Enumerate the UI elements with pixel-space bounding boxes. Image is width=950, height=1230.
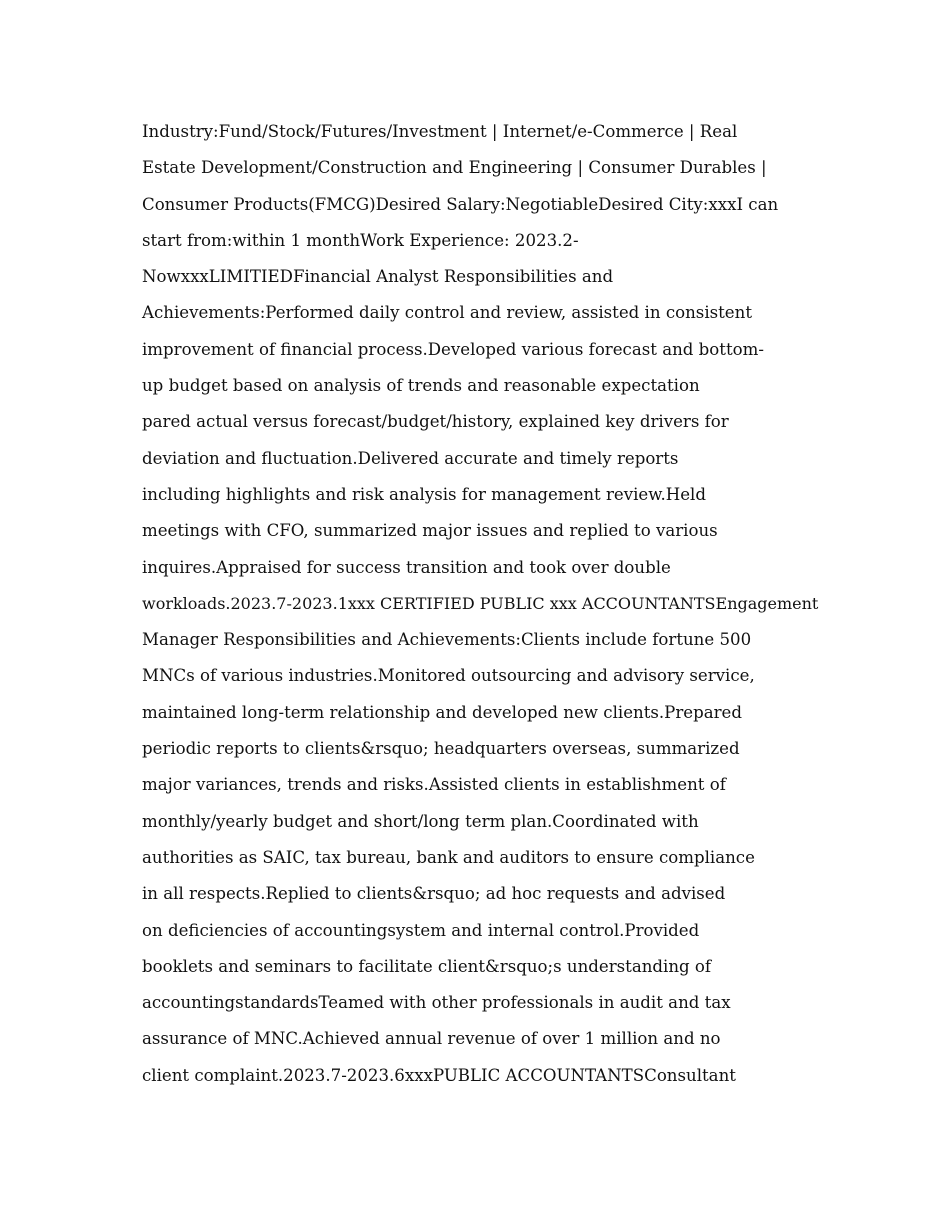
text-line: major variances, trends and risks.Assisted clients in establishment of [142,775,726,795]
text-line: NowxxxLIMITIEDFinancial Analyst Responsibilities and [142,267,614,287]
text-line: client complaint.2023.7-2023.6xxxPUBLIC ACCOUNTANTSConsultant [142,1065,736,1085]
text-line: on deficiencies of accountingsystem and internal control.Provided [142,920,700,940]
text-line: Industry:Fund/Stock/Futures/Investment | Internet/e-Commerce | Real [142,122,738,141]
text-line: periodic reports to clients&rsquo; headquarters overseas, summarized [142,739,740,759]
text-line: inquires.Appraised for success transition and took over double [142,557,671,577]
text-line: meetings with CFO, summarized major issues and replied to various [142,521,718,541]
text-line: maintained long-term relationship and developed new clients.Prepared [142,702,742,722]
text-line: including highlights and risk analysis for management review.Held [142,484,706,504]
resume-text-block [142,114,822,1094]
text-line: booklets and seminars to facilitate client&rsquo;s understanding of [142,956,712,976]
text-line: assurance of MNC.Achieved annual revenue of over 1 million and no [142,1029,721,1049]
text-line: MNCs of various industries.Monitored outsourcing and advisory service, [142,666,755,686]
text-line: Consumer Products(FMCG)Desired Salary:NegotiableDesired City:xxxI can [142,194,779,214]
text-line: in all respects.Replied to clients&rsquo; ad hoc requests and advised [142,884,726,904]
text-line: improvement of financial process.Developed various forecast and bottom- [142,339,764,359]
text-line: Achievements:Performed daily control and review, assisted in consistent [142,303,752,323]
text-line: workloads.2023.7-2023.1xxx CERTIFIED PUBLIC xxx ACCOUNTANTSEngagement [142,593,819,613]
text-line: start from:within 1 monthWork Experience: 2023.2- [142,230,579,250]
text-line: Manager Responsibilities and Achievements:Clients include fortune 500 [142,630,752,650]
text-line: deviation and fluctuation.Delivered accurate and timely reports [142,448,679,468]
text-line: up budget based on analysis of trends and reasonable expectation [142,376,700,396]
text-line: accountingstandardsTeamed with other professionals in audit and tax [142,993,731,1013]
text-line: pared actual versus forecast/budget/history, explained key drivers for [142,412,729,432]
text-line: monthly/yearly budget and short/long term plan.Coordinated with [142,811,699,831]
text-line: authorities as SAIC, tax bureau, bank and auditors to ensure compliance [142,847,755,867]
text-line: Estate Development/Construction and Engineering | Consumer Durables | [142,158,767,178]
